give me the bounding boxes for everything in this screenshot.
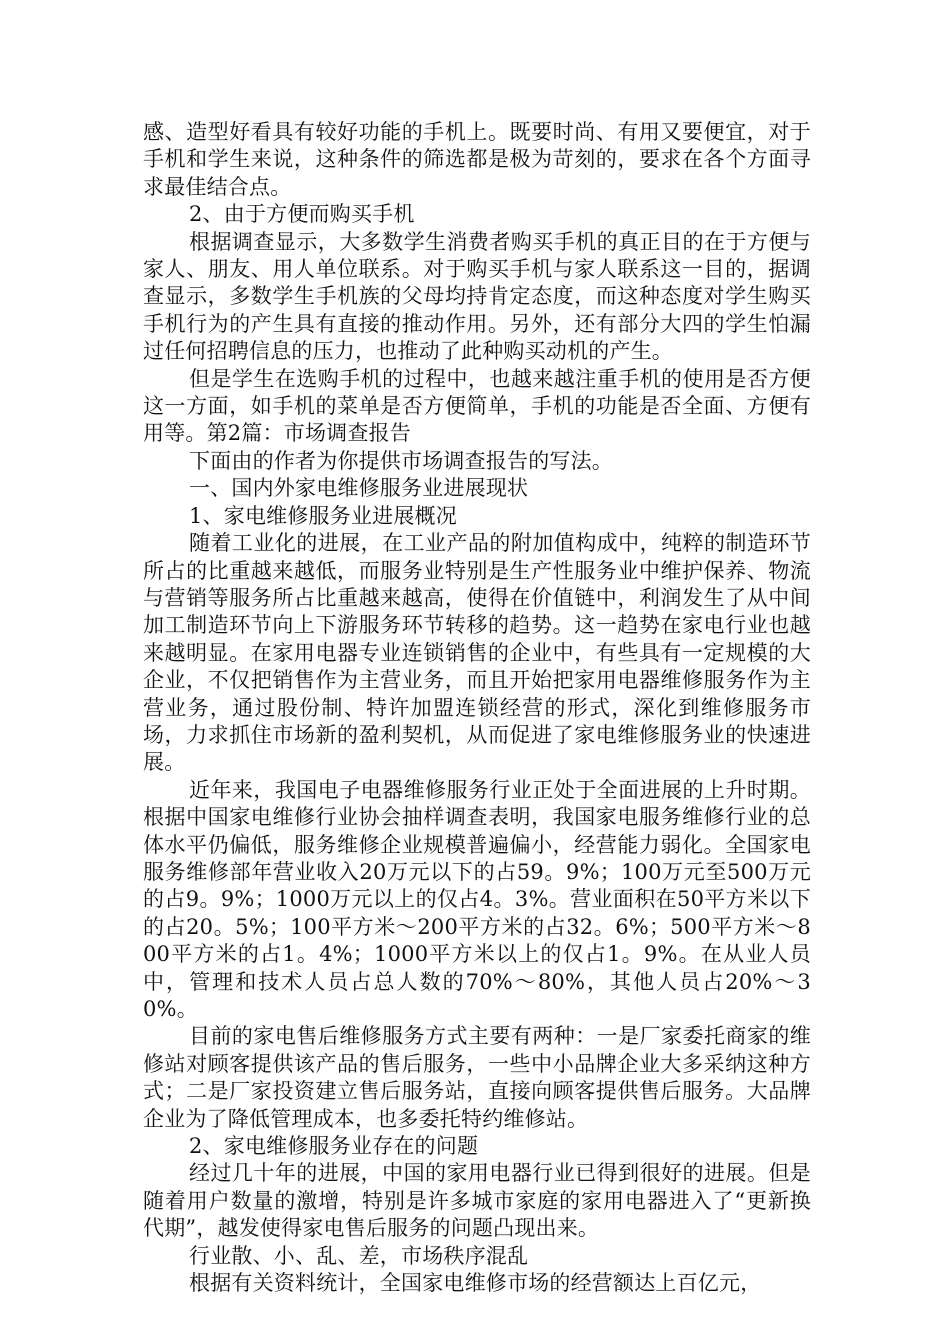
paragraph-statistics: 近年来，我国电子电器维修服务行业正处于全面进展的上升时期。根据中国家电维修行业协会抽样调查表明，我国家电服务维修行业的总体水平仍偏低，服务维修企业规模普遍偏小，经营能力弱化。全国家电服务维修部年营业收入20万元以下的占59。9%；100万元至500万元的占9。9%；1000万元以上的仅占4。3%。营业面积在50平方米以下的占20。5%；100平方米～200平方米的占32。6%；500平方米～800平方米的占1。4%；1000平方米以上的仅占1。9%。在从业人员中，管理和技术人员占总人数的70%～80%，其他人员占20%～30%。 <box>143 777 811 1021</box>
subheading-disorder: 行业散、小、乱、差，市场秩序混乱 <box>189 1243 529 1268</box>
paragraph-continuation: 感、造型好看具有较好功能的手机上。既要时尚、有用又要便宜，对于手机和学生来说，这种条件的筛选都是极为苛刻的，要求在各个方面寻求最佳结合点。 <box>143 120 811 199</box>
subheading-problems: 2、家电维修服务业存在的问题 <box>189 1134 479 1159</box>
paragraph-intro: 下面由的作者为你提供市场调查报告的写法。 <box>189 448 613 473</box>
section-heading-1: 一、国内外家电维修服务业进展现状 <box>189 476 529 501</box>
paragraph-usability: 但是学生在选购手机的过程中，也越来越注重手机的使用是否方便这一方面，如手机的菜单是否方便简单，手机的功能是否全面、方便有用等。第2篇：市场调查报告 <box>143 366 811 446</box>
paragraph-service-modes: 目前的家电售后维修服务方式主要有两种：一是厂家委托商家的维修站对顾客提供该产品的售后服务，一些中小品牌企业大多采纳这种方式；二是厂家投资建立售后服务站，直接向顾客提供售后服务。大品牌企业为了降低管理成本，也多委托特约维修站。 <box>143 1024 811 1131</box>
paragraph-survey-results: 根据调查显示，大多数学生消费者购买手机的真正目的在于方便与家人、朋友、用人单位联系。对于购买手机与家人联系这一目的，据调查显示，多数学生手机族的父母均持肯定态度，而这种态度对学生购买手机行为的产生具有直接的推动作用。另外，还有部分大四的学生怕漏过任何招聘信息的压力，也推动了此种购买动机的产生。 <box>143 229 811 364</box>
document-body <box>143 119 811 1297</box>
subheading-overview: 1、家电维修服务业进展概况 <box>189 503 457 528</box>
paragraph-industrialization: 随着工业化的进展，在工业产品的附加值构成中，纯粹的制造环节所占的比重越来越低，而服务业特别是生产性服务业中维护保养、物流与营销等服务所占比重越来越高，使得在价值链中，利润发生了从中间加工制造环节向上下游服务环节转移的趋势。这一趋势在家电行业也越来越明显。在家用电器专业连锁销售的企业中，有些具有一定规模的大企业，不仅把销售作为主营业务，而且开始把家用电器维修服务作为主营业务，通过股份制、特许加盟连锁经营的形式，深化到维修服务市场，力求抓住市场新的盈利契机，从而促进了家电维修服务业的快速进展。 <box>143 531 811 775</box>
paragraph-market-size: 根据有关资料统计，全国家电维修市场的经营额达上百亿元， <box>189 1271 762 1296</box>
subheading-convenience: 2、由于方便而购买手机 <box>189 202 415 227</box>
paragraph-development: 经过几十年的进展，中国的家用电器行业已得到很好的进展。但是随着用户数量的激增，特别是许多城市家庭的家用电器进入了“更新换代期”，越发使得家电售后服务的问题凸现出来。 <box>143 1161 811 1241</box>
